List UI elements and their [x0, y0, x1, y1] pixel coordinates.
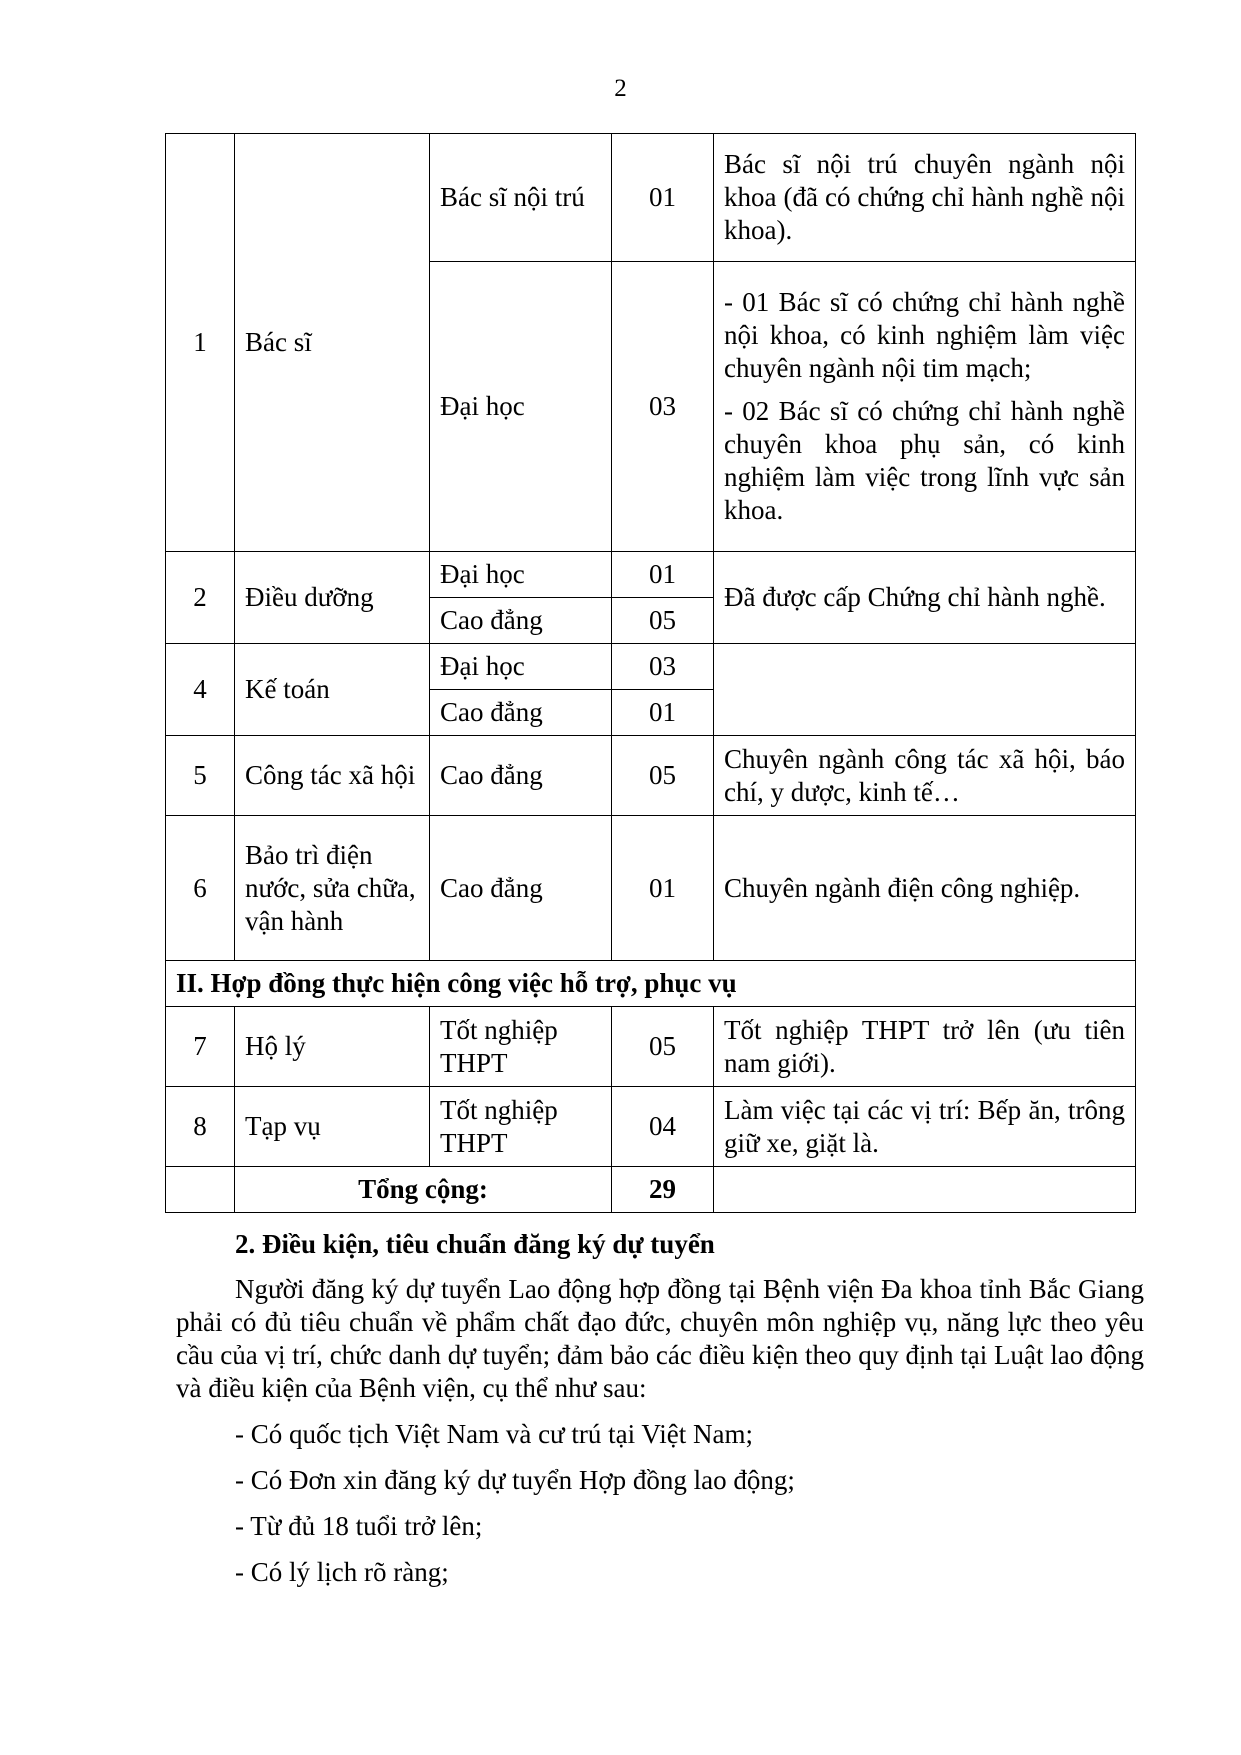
section-paragraph: Người đăng ký dự tuyển Lao động hợp đồng tại Bệnh viện Đa khoa tỉnh Bắc Giang phải có đủ tiêu chuẩn về phẩm chất đạo đức, chuyên môn nghiệp vụ, năng lực theo yêu cầu của vị trí, chức danh dự tuyển; đảm bảo các điều kiện theo quy định tại Luật lao động và điều kiện của Bệnh viện, cụ thể như sau:	[176, 1274, 1144, 1403]
table-row	[166, 1007, 1136, 1087]
note-cell: Làm việc tại các vị trí: Bếp ăn, trông giữ xe, giặt là.	[714, 1087, 1136, 1167]
note-text: - 01 Bác sĩ có chứng chỉ hành nghề nội khoa, có kinh nghiệm làm việc chuyên ngành nội tim mạch;	[724, 287, 1125, 383]
level-cell: Cao đẳng	[430, 598, 612, 644]
level-cell: Cao đẳng	[430, 690, 612, 736]
qty-cell: 01	[612, 690, 714, 736]
note-cell: Chuyên ngành công tác xã hội, báo chí, y dược, kinh tế…	[714, 736, 1136, 816]
conditions-section	[176, 1228, 1144, 1589]
note-cell	[714, 134, 1136, 262]
position-cell: Bác sĩ	[235, 134, 430, 552]
list-item: - Có Đơn xin đăng ký dự tuyển Hợp đồng lao động;	[235, 1465, 795, 1495]
level-cell: Đại học	[430, 644, 612, 690]
list-item: - Có lý lịch rõ ràng;	[235, 1557, 449, 1587]
list-item: - Có quốc tịch Việt Nam và cư trú tại Việt Nam;	[235, 1419, 754, 1449]
list-item: - Từ đủ 18 tuổi trở lên;	[235, 1511, 483, 1541]
note-cell	[714, 644, 1136, 736]
level-cell: Đại học	[430, 552, 612, 598]
qty-cell: 03	[612, 262, 714, 552]
qty-cell: 01	[612, 816, 714, 961]
qty-cell: 01	[612, 552, 714, 598]
total-row	[166, 1167, 1136, 1213]
level-cell: Tốt nghiệp THPT	[430, 1007, 612, 1087]
note-cell: Tốt nghiệp THPT trở lên (ưu tiên nam giới).	[714, 1007, 1136, 1087]
table-row	[166, 644, 1136, 690]
table-row	[166, 134, 1136, 262]
position-cell: Hộ lý	[235, 1007, 430, 1087]
level-cell: Đại học	[430, 262, 612, 552]
total-value: 29	[612, 1167, 714, 1213]
stt-cell: 5	[166, 736, 235, 816]
position-cell: Kế toán	[235, 644, 430, 736]
note-cell: Chuyên ngành điện công nghiệp.	[714, 816, 1136, 961]
level-cell: Tốt nghiệp THPT	[430, 1087, 612, 1167]
qty-cell: 04	[612, 1087, 714, 1167]
stt-cell: 1	[166, 134, 235, 552]
qty-cell: 05	[612, 736, 714, 816]
section-heading: 2. Điều kiện, tiêu chuẩn đăng ký dự tuyển	[235, 1229, 715, 1259]
stt-cell: 2	[166, 552, 235, 644]
recruitment-table	[165, 133, 1136, 1213]
total-label: Tổng cộng:	[235, 1167, 612, 1213]
empty-cell	[166, 1167, 235, 1213]
table-row	[166, 816, 1136, 961]
section-title: II. Hợp đồng thực hiện công việc hỗ trợ, phục vụ	[166, 961, 1136, 1007]
qty-cell: 03	[612, 644, 714, 690]
note-cell	[714, 262, 1136, 552]
table-row	[166, 552, 1136, 598]
position-cell: Tạp vụ	[235, 1087, 430, 1167]
table-row	[166, 736, 1136, 816]
note-text: Bác sĩ nội trú chuyên ngành nội khoa (đã có chứng chỉ hành nghề nội khoa).	[724, 149, 1125, 245]
level-cell: Bác sĩ nội trú	[430, 134, 612, 262]
qty-cell: 05	[612, 598, 714, 644]
table-row	[166, 1087, 1136, 1167]
position-cell: Điều dưỡng	[235, 552, 430, 644]
section-row	[166, 961, 1136, 1007]
stt-cell: 4	[166, 644, 235, 736]
qty-cell: 01	[612, 134, 714, 262]
empty-cell	[714, 1167, 1136, 1213]
qty-cell: 05	[612, 1007, 714, 1087]
level-cell: Cao đẳng	[430, 816, 612, 961]
note-cell: Đã được cấp Chứng chỉ hành nghề.	[714, 552, 1136, 644]
stt-cell: 8	[166, 1087, 235, 1167]
position-cell: Bảo trì điện nước, sửa chữa, vận hành	[235, 816, 430, 961]
page-number: 2	[614, 75, 627, 102]
position-cell: Công tác xã hội	[235, 736, 430, 816]
stt-cell: 7	[166, 1007, 235, 1087]
note-text: - 02 Bác sĩ có chứng chỉ hành nghề chuyên khoa phụ sản, có kinh nghiệm làm việc trong lĩnh vực sản khoa.	[724, 396, 1125, 525]
level-cell: Cao đẳng	[430, 736, 612, 816]
stt-cell: 6	[166, 816, 235, 961]
